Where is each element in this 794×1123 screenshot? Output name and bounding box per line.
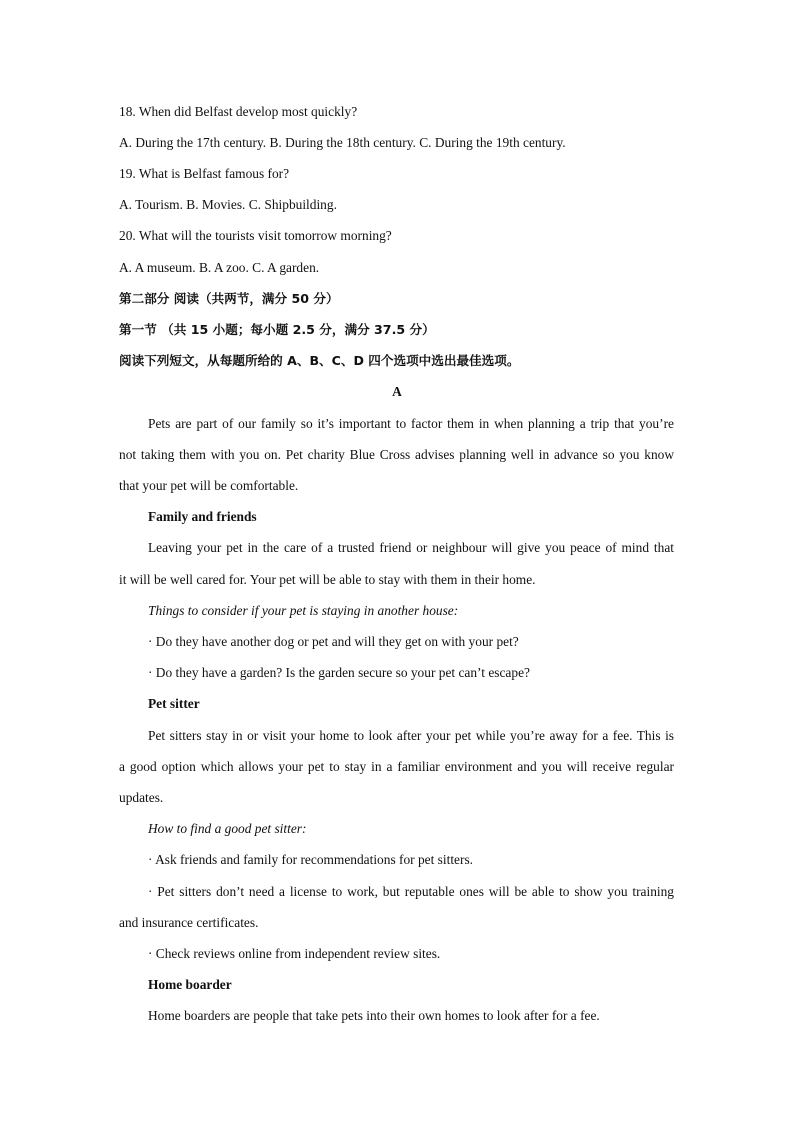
question-19: 19. What is Belfast famous for? [119,166,290,181]
sitter-bullet-2-line-2: and insurance certificates. [119,915,259,930]
sitter-para-line-2: a good option which allows your pet to stay in a familiar environment and you will receive regular [119,759,674,774]
sitter-bullet-1: · Ask friends and family for recommendations for pet sitters. [148,852,474,867]
family-consider: Things to consider if your pet is staying in another house: [148,603,459,618]
boarder-heading: Home boarder [148,977,232,992]
question-20-options: A. A museum. B. A zoo. C. A garden. [119,260,320,275]
question-19-options: A. Tourism. B. Movies. C. Shipbuilding. [119,197,337,212]
sitter-para-line-3: updates. [119,790,164,805]
intro-line-3: that your pet will be comfortable. [119,478,299,493]
boarder-para-line-1: Home boarders are people that take pets into their own homes to look after for a fee. [148,1008,600,1023]
passage-label: A [392,384,402,399]
part-title: 第二部分 阅读（共两节，满分 50 分） [119,291,339,306]
sitter-heading: Pet sitter [148,696,200,711]
family-bullet-2: · Do they have a garden? Is the garden secure so your pet can’t escape? [148,665,530,680]
question-18-options: A. During the 17th century. B. During the 18th century. C. During the 19th century. [119,135,566,150]
sitter-how: How to find a good pet sitter: [148,821,307,836]
family-bullet-1: · Do they have another dog or pet and will they get on with your pet? [148,634,519,649]
question-20: 20. What will the tourists visit tomorrow morning? [119,228,392,243]
sitter-para-line-1: Pet sitters stay in or visit your home to look after your pet while you’re away for a fee. This is [148,728,674,743]
instruction: 阅读下列短文，从每题所给的 A、B、C、D 四个选项中选出最佳选项。 [119,353,520,368]
question-18: 18. When did Belfast develop most quickly? [119,104,358,119]
family-para-line-2: it will be well cared for. Your pet will be able to stay with them in their home. [119,572,536,587]
family-para-line-1: Leaving your pet in the care of a trusted friend or neighbour will give you peace of mind that [148,540,674,555]
intro-line-2: not taking them with you on. Pet charity Blue Cross advises planning well in advance so you know [119,447,674,462]
family-heading: Family and friends [148,509,257,524]
sitter-bullet-2-line-1: · Pet sitters don’t need a license to work, but reputable ones will be able to show you training [148,884,674,899]
intro-line-1: Pets are part of our family so it’s important to factor them in when planning a trip that you’re [148,416,674,431]
section-title: 第一节 （共 15 小题；每小题 2.5 分，满分 37.5 分） [119,322,435,337]
sitter-bullet-3: · Check reviews online from independent review sites. [148,946,441,961]
